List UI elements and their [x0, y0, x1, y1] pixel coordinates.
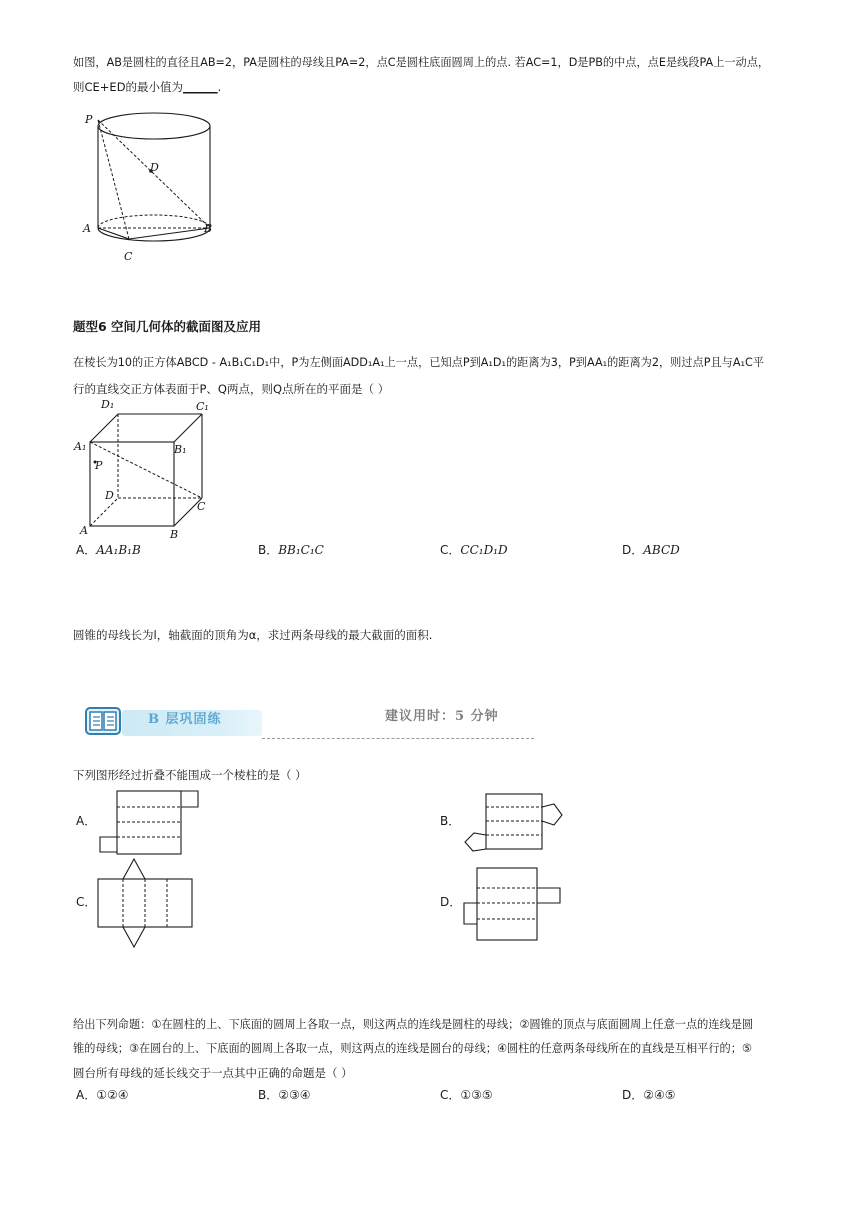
- q2-option-c[interactable]: [440, 541, 508, 559]
- label-c: C: [124, 250, 133, 263]
- option-letter: C．: [440, 1088, 461, 1102]
- option-text: BB₁C₁C: [278, 543, 324, 557]
- q1-line2: [73, 78, 221, 96]
- edge-b1c1: [174, 414, 202, 442]
- q2-option-b[interactable]: [258, 541, 324, 559]
- banner-dashed-line: [262, 738, 534, 739]
- q3-text: 圆锥的母线长为l，轴截面的顶角为α，求过两条母线的最大截面的面积.: [73, 628, 433, 642]
- edge-ad: [90, 498, 118, 526]
- q5-line2: 锥的母线；③在圆台的上、下底面的圆周上各取一点，则这两点的连线是圆台的母线；④圆柱的任意两条母线所在的直线是互相平行的；⑤: [73, 1042, 752, 1055]
- label-a1: A₁: [74, 440, 87, 453]
- net-b: [460, 790, 570, 852]
- q1-line1: 如图，AB是圆柱的直径且AB=2，PA是圆柱的母线且PA=2，点C是圆柱底面圆周上的点. 若AC=1，D是PB的中点，点E是线段PA上一动点，: [73, 56, 770, 69]
- section6-title: 题型6 空间几何体的截面图及应用: [73, 319, 262, 334]
- option-text: ①②④: [96, 1088, 129, 1102]
- cylinder-top-ellipse: [98, 113, 210, 139]
- label-c: C: [197, 500, 206, 513]
- net-c: [96, 855, 196, 951]
- option-letter: D．: [622, 1088, 644, 1102]
- cylinder-figure: [78, 108, 228, 268]
- q5-option-b[interactable]: [258, 1086, 311, 1104]
- segment-cb: [129, 228, 210, 239]
- label-d1: D₁: [101, 398, 115, 411]
- q5-option-c[interactable]: [440, 1086, 493, 1104]
- q4-option-a-label[interactable]: A．: [76, 814, 97, 828]
- option-letter: B．: [258, 1088, 279, 1102]
- q2-line1: 在棱长为10的正方体ABCD - A₁B₁C₁D₁中，P为左侧面ADD₁A₁上一点，已知点P到A₁D₁的距离为3，P到AA₁的距离为2，则过点P且与A₁C平: [73, 356, 764, 369]
- q4-option-b-label[interactable]: B．: [440, 814, 461, 828]
- label-a: A: [80, 524, 88, 537]
- option-text: ②③④: [278, 1088, 311, 1102]
- q2-line2: 行的直线交正方体表面于P、Q两点，则Q点所在的平面是（ ）: [73, 382, 390, 396]
- banner-title: B 层巩固练: [148, 712, 222, 727]
- q1-line2-end: .: [217, 80, 222, 94]
- option-letter: B．: [258, 543, 279, 557]
- option-text: ABCD: [643, 543, 680, 557]
- q5-option-d[interactable]: [622, 1086, 676, 1104]
- q4-option-c-label[interactable]: C．: [76, 895, 97, 909]
- option-letter: D．: [622, 543, 644, 557]
- q1-answer-blank: ______: [183, 80, 218, 94]
- label-c1: C₁: [196, 400, 209, 413]
- q5-line3: 圆台所有母线的延长线交于一点其中正确的命题是（ ）: [73, 1066, 353, 1080]
- label-b1: B₁: [174, 443, 187, 456]
- q1-line2-text: 则CE+ED的最小值为: [73, 80, 184, 94]
- label-b: B: [204, 222, 213, 235]
- option-text: AA₁B₁B: [96, 543, 141, 557]
- cube-figure: [72, 398, 222, 544]
- option-letter: C．: [440, 543, 461, 557]
- label-p: P: [95, 459, 103, 472]
- label-p: P: [85, 113, 93, 126]
- edge-a1d1: [90, 414, 118, 442]
- label-b: B: [170, 528, 179, 541]
- q5-line1: 给出下列命题：①在圆柱的上、下底面的圆周上各取一点，则这两点的连线是圆柱的母线；②圆锥的顶点与底面圆周上任意一点的连线是圆: [73, 1018, 754, 1031]
- net-d: [460, 864, 570, 944]
- banner-time: 建议用时：5 分钟: [385, 709, 499, 724]
- q4-option-d-label[interactable]: D．: [440, 895, 462, 909]
- option-text: ①③⑤: [460, 1088, 493, 1102]
- segment-pb: [98, 120, 210, 228]
- q5-option-a[interactable]: [76, 1086, 129, 1104]
- option-text: CC₁D₁D: [460, 543, 508, 557]
- option-letter: A．: [76, 543, 97, 557]
- net-a: [96, 788, 206, 858]
- label-d: D: [150, 161, 159, 174]
- q2-option-d[interactable]: [622, 541, 680, 559]
- cylinder-bottom-back: [98, 215, 210, 228]
- q2-option-a[interactable]: [76, 541, 141, 559]
- option-letter: A．: [76, 1088, 97, 1102]
- q4-text: 下列图形经过折叠不能围成一个棱柱的是（ ）: [73, 768, 307, 782]
- label-d: D: [105, 489, 114, 502]
- option-text: ②④⑤: [643, 1088, 676, 1102]
- book-icon: [84, 704, 122, 738]
- segment-pc: [98, 120, 129, 239]
- label-a: A: [83, 222, 91, 235]
